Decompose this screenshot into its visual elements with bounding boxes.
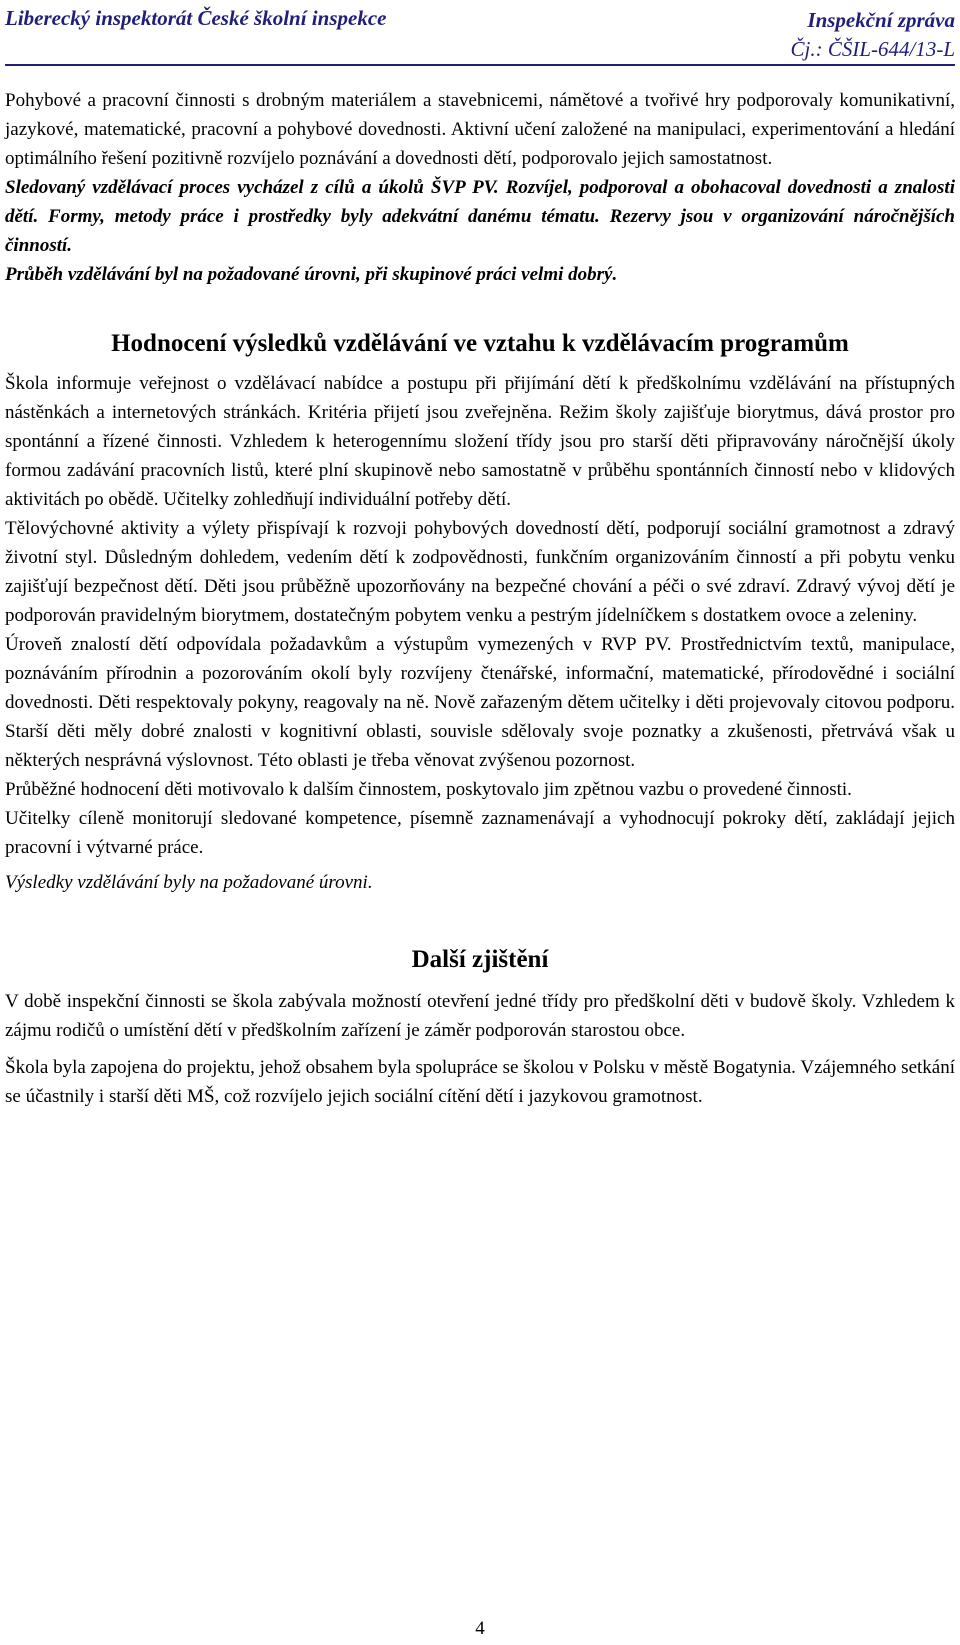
results-paragraph-4: Průběžné hodnocení děti motivovalo k dalším činnostem, poskytovalo jim zpětnou vazbu o provedené činnosti. [5, 779, 852, 800]
header-report-title: Inspekční zpráva [807, 8, 955, 32]
section-title-other-findings: Další zjištění [411, 946, 549, 973]
findings-paragraph-2: Škola byla zapojena do projektu, jehož obsahem byla spolupráce se školou v Polsku v městě Bogatynia. Vzájemného setkání se účastnily i starší děti MŠ, což rozvíjelo jejich sociální cítění dětí i jazykovou gramotnost. [5, 1057, 955, 1107]
header-report-info [790, 6, 955, 64]
results-paragraph-3: Úroveň znalostí dětí odpovídala požadavkům a výstupům vymezených v RVP PV. Prostřednictvím textů, manipulace, poznáváním přírodnin a pozorováním okolí byly rozvíjeny čtenářské, informační, matematické, přírodovědné i sociální dovednosti. Děti respektovaly pokyny, reagovaly na ně. Nově zařazeným dětem učitelky i děti projevovaly citovou podporu. Starší děti měly dobré znalosti v kognitivní oblasti, souvisle sdělovaly svoje poznatky a zkušenosti, přetrvává však u některých nesprávná výslovnost. Této oblasti je třeba věnovat zvýšenou pozornost. [5, 634, 955, 771]
header-organization: Liberecký inspektorát České školní inspekce [5, 6, 387, 30]
results-paragraph-2: Tělovýchovné aktivity a výlety přispívají k rozvoji pohybových dovedností dětí, podporují sociální gramotnost a zdravý životní styl. Důsledným dohledem, vedením dětí k zodpovědnosti, funkčním organizováním činností a při pobytu venku zajišťují bezpečnost dětí. Děti jsou průběžně upozorňovány na bezpečné chování a péči o své zdraví. Zdravý vývoj dětí je podporován pravidelným biorytmem, dostatečným pobytem venku a pestrým jídelníčkem s dostatkem ovoce a zeleniny. [5, 518, 955, 626]
results-paragraph-1: Škola informuje veřejnost o vzdělávací nabídce a postupu při přijímání dětí k předškolnímu vzdělávání na přístupných nástěnkách a internetových stránkách. Kritéria přijetí jsou zveřejněna. Režim školy zajišťuje biorytmus, dává prostor pro spontánní a řízené činnosti. Vzhledem k heterogennímu složení třídy jsou pro starší děti připravovány náročnější úkoly formou zadávání pracovních listů, které plní skupinově nebo samostatně v průběhu spontánních činností nebo v klidových aktivitách po obědě. Učitelky zohledňují individuální potřeby dětí. [5, 373, 955, 510]
page-number: 4 [475, 1618, 485, 1639]
intro-paragraph-1: Pohybové a pracovní činnosti s drobným materiálem a stavebnicemi, námětové a tvořivé hry podporovaly komunikativní, jazykové, matematické, pracovní a pohybové dovednosti. Aktivní učení založené na manipulaci, experimentování a hledání optimálního řešení pozitivně rozvíjelo poznávání a dovednosti dětí, podporovalo jejich samostatnost. [5, 90, 955, 169]
intro-paragraph-2: Sledovaný vzdělávací proces vycházel z cílů a úkolů ŠVP PV. Rozvíjel, podporoval a obohacoval dovednosti a znalosti dětí. Formy, metody práce i prostředky byly adekvátní danému tématu. Rezervy jsou v organizování náročnějších činností. [5, 177, 955, 256]
document-body [5, 86, 955, 1111]
results-paragraph-5: Učitelky cíleně monitorují sledované kompetence, písemně zaznamenávají a vyhodnocují pokroky dětí, zakládají jejich pracovní i výtvarné práce. [5, 808, 955, 858]
findings-paragraph-1: V době inspekční činnosti se škola zabývala možností otevření jedné třídy pro předškolní děti v budově školy. Vzhledem k zájmu rodičů o umístění dětí v předškolním zařízení je záměr podporován starostou obce. [5, 991, 955, 1041]
section-title-results: Hodnocení výsledků vzdělávání ve vztahu k vzdělávacím programům [111, 330, 849, 357]
page-header [5, 6, 955, 62]
header-reference-number: Čj.: ČŠIL-644/13-L [790, 37, 955, 61]
intro-paragraph-3: Průběh vzdělávání byl na požadované úrovni, při skupinové práci velmi dobrý. [5, 264, 618, 285]
header-divider [5, 64, 955, 66]
results-conclusion: Výsledky vzdělávání byly na požadované úrovni. [5, 872, 373, 893]
